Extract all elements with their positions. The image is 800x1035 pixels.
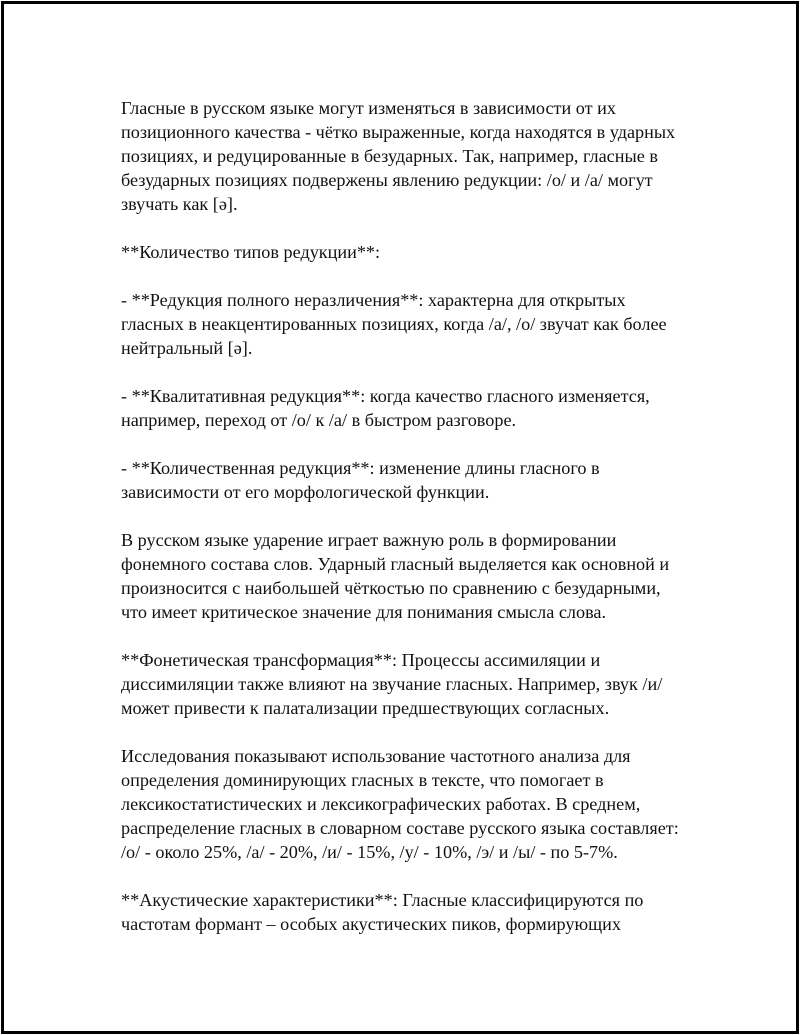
document-page xyxy=(1,1,799,1034)
document-body xyxy=(121,96,701,960)
paragraph-vowel-positional-quality: Гласные в русском языке могут изменяться в зависимости от их позиционного качества - чётко выраженные, когда находятся в ударных позициях, и редуцированные в безударных. Так, например, гласные в безударных позициях подвержены явлению редукции: /о/ и /а/ могут звучать как [ə]. xyxy=(121,98,676,214)
paragraph-stress-role: В русском языке ударение играет важную роль в формировании фонемного состава слов. Ударный гласный выделяется как основной и произносится с наибольшей чёткостью по сравнению с безударными, что имеет критическое значение для понимания смысла слова. xyxy=(121,530,670,622)
paragraph-phonetic-transformation: **Фонетическая трансформация**: Процессы ассимиляции и диссимиляции также влияют на звучание гласных. Например, звук /и/ может привести к палатализации предшествующих согласных. xyxy=(121,650,663,718)
paragraph-quantitative-reduction: - **Количественная редукция**: изменение длины гласного в зависимости от его морфологической функции. xyxy=(121,458,600,502)
paragraph-reduction-types-heading: **Количество типов редукции**: xyxy=(121,242,381,262)
paragraph-full-indistinction-reduction: - **Редукция полного неразличения**: характерна для открытых гласных в неакцентированных позициях, когда /а/, /о/ звучат как более нейтральный [ə]. xyxy=(121,290,667,358)
paragraph-acoustic-characteristics: **Акустические характеристики**: Гласные классифицируются по частотам формант – особых акустических пиков, формирующих xyxy=(121,890,644,934)
paragraph-qualitative-reduction: - **Квалитативная редукция**: когда качество гласного изменяется, например, переход от /о/ к /а/ в быстром разговоре. xyxy=(121,386,650,430)
paragraph-frequency-analysis: Исследования показывают использование частотного анализа для определения доминирующих гласных в тексте, что помогает в лексикостатистических и лексикографических работах. В среднем, распределение гласных в словарном составе русского языка составляет: /о/ - около 25%, /а/ - 20%, /и/ - 15%, /у/ - 10%, /э/ и /ы/ - по 5-7%. xyxy=(121,746,679,862)
